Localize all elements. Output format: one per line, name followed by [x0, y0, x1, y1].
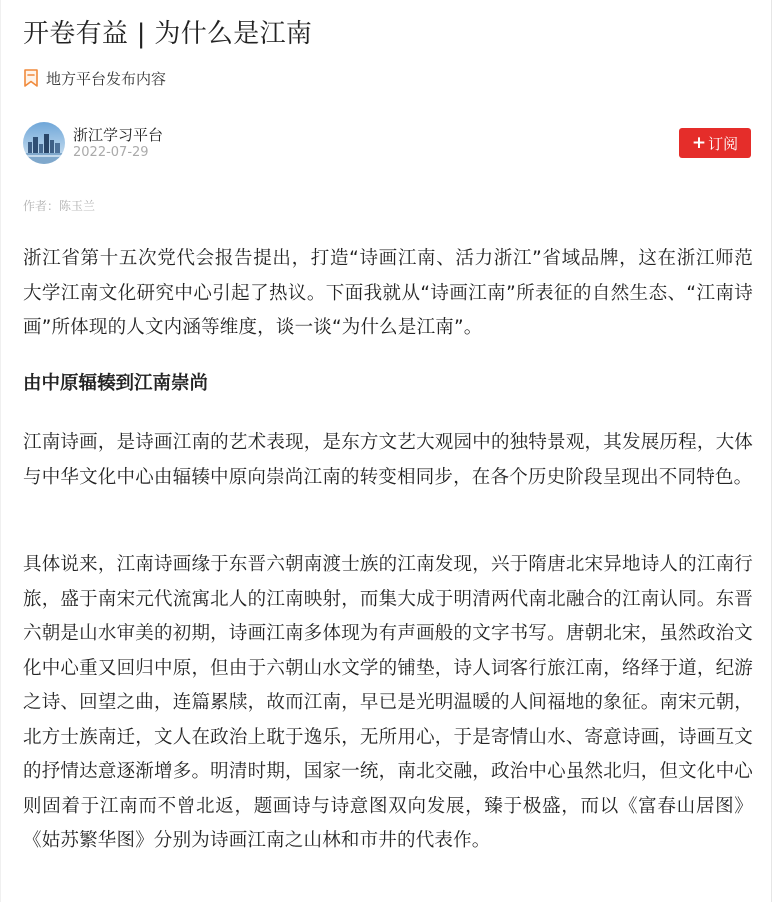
plus-icon: +	[691, 132, 707, 153]
section-heading: 由中原辐辏到江南崇尚	[23, 373, 209, 394]
publisher-name[interactable]: 浙江学习平台	[73, 126, 164, 144]
author-line: 作者：陈玉兰	[23, 199, 96, 213]
bookmark-icon	[23, 69, 39, 87]
publisher-bar	[23, 122, 751, 166]
paragraph: 具体说来，江南诗画缘于东晋六朝南渡士族的江南发现，兴于隋唐北宋异地诗人的江南行旅，盛于南宋元代流寓北人的江南映射，而集大成于明清两代南北融合的江南认同。东晋六朝是山水审美的初期，诗画江南多体现为有声画般的文字书写。唐朝北宋，虽然政治文化中心重又回归中原，但由于六朝山水文学的铺垫，诗人词客行旅江南，络绎于道，纪游之诗、回望之曲，连篇累牍，故而江南，早已是光明温暖的人间福地的象征。南宋元朝，北方士族南迁，文人在政治上耽于逸乐，无所用心，于是寄情山水、寄意诗画，诗画互文的抒情达意逐渐增多。明清时期，国家一统，南北交融，政治中心虽然北归，但文化中心则固着于江南而不曾北返，题画诗与诗意图双向发展，臻于极盛，而以《富春山居图》《姑苏繁华图》分别为诗画江南之山林和市井的代表作。	[23, 554, 753, 851]
avatar[interactable]	[23, 122, 65, 164]
paragraph: 江南诗画，是诗画江南的艺术表现，是东方文艺大观园中的独特景观，其发展历程，大体与中华文化中心由辐辏中原向崇尚江南的转变相同步，在各个历史阶段呈现出不同特色。	[23, 432, 753, 488]
subscribe-button[interactable]	[679, 128, 751, 158]
paragraph: 浙江省第十五次党代会报告提出，打造“诗画江南、活力浙江”省域品牌，这在浙江师范大学江南文化研究中心引起了热议。下面我就从“诗画江南”所表征的自然生态、“江南诗画”所体现的人文内涵等维度，谈一谈“为什么是江南”。	[23, 248, 753, 338]
subscribe-label: 订阅	[708, 134, 739, 153]
publish-date: 2022-07-29	[73, 145, 149, 160]
article-title: 开卷有益 | 为什么是江南	[23, 19, 313, 49]
source-tag-label: 地方平台发布内容	[46, 69, 167, 88]
source-tag	[23, 66, 166, 90]
